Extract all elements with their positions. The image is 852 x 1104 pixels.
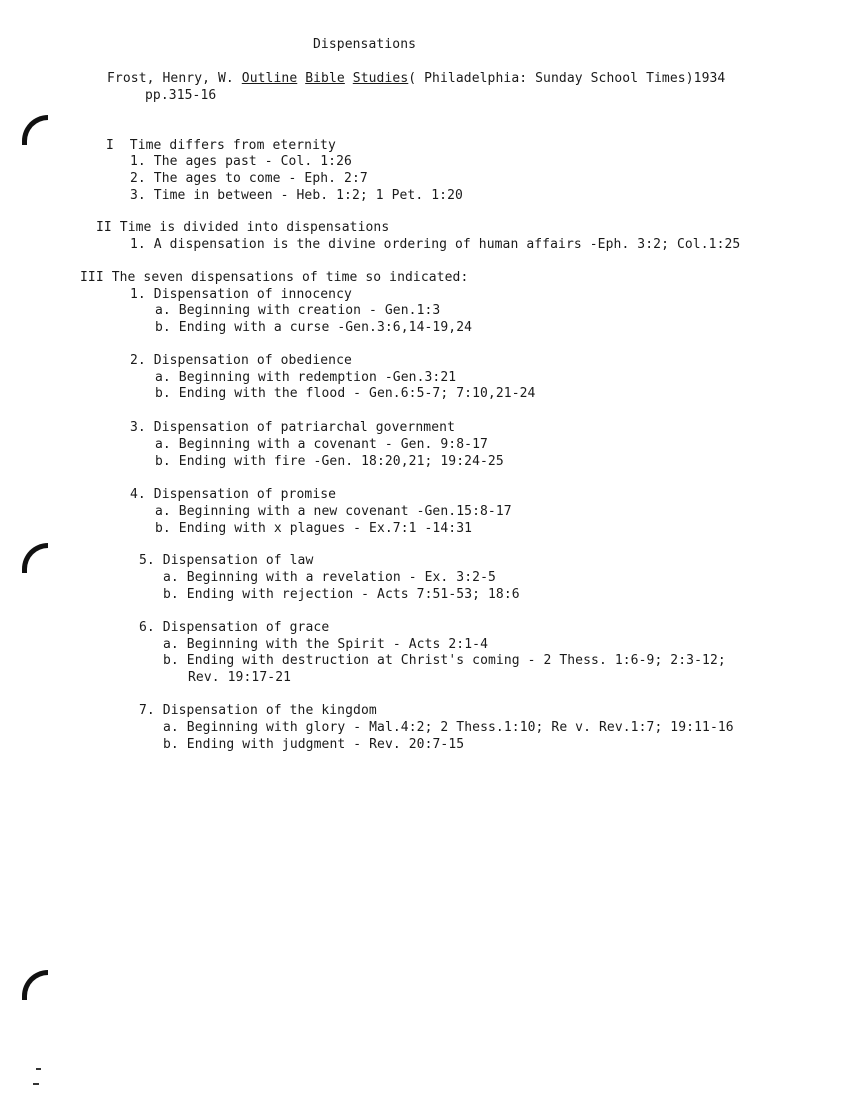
section-heading: II Time is divided into dispensations [96,220,390,235]
dispensation-subitem: a. Beginning with the Spirit - Acts 2:1-4 [163,637,488,652]
section-heading: III The seven dispensations of time so indicated: [80,270,469,285]
dispensation-subitem: b. Ending with judgment - Rev. 20:7-15 [163,737,465,752]
binder-hole-top [22,115,48,145]
dispensation-subitem: b. Ending with rejection - Acts 7:51-53; 18:6 [163,587,520,602]
citation-pages: pp.315-16 [145,88,217,103]
scan-mark [33,1083,39,1085]
binder-hole-bottom [22,970,48,1000]
outline-item: 1. A dispensation is the divine ordering of human affairs -Eph. 3:2; Col.1:25 [130,237,741,252]
dispensation-subitem: a. Beginning with redemption -Gen.3:21 [155,370,457,385]
dispensation-title: 3. Dispensation of patriarchal government [130,420,455,435]
outline-item: 3. Time in between - Heb. 1:2; 1 Pet. 1:20 [130,188,463,203]
page-title: Dispensations [313,37,417,52]
dispensation-subitem: b. Ending with x plagues - Ex.7:1 -14:31 [155,521,473,536]
dispensation-title: 6. Dispensation of grace [139,620,330,635]
dispensation-title: 2. Dispensation of obedience [130,353,352,368]
section-heading: I Time differs from eternity [106,138,336,153]
citation-publisher: ( Philadelphia: Sunday School Times) [408,71,694,86]
dispensation-subitem: b. Ending with the flood - Gen.6:5-7; 7:10,21-24 [155,386,536,401]
dispensation-subitem: a. Beginning with creation - Gen.1:3 [155,303,441,318]
dispensation-subitem: a. Beginning with a new covenant -Gen.15:8-17 [155,504,512,519]
dispensation-subitem-continued: Rev. 19:17-21 [188,670,292,685]
dispensation-title: 4. Dispensation of promise [130,487,337,502]
citation-title-word: Studies [352,71,409,86]
dispensation-subitem: a. Beginning with a revelation - Ex. 3:2-5 [163,570,496,585]
dispensation-subitem: a. Beginning with glory - Mal.4:2; 2 Thess.1:10; Re v. Rev.1:7; 19:11-16 [163,720,734,735]
citation-title-word: Bible [305,71,345,86]
dispensation-title: 1. Dispensation of innocency [130,287,352,302]
dispensation-subitem: a. Beginning with a covenant - Gen. 9:8-17 [155,437,488,452]
citation-line [107,71,725,87]
citation-author: Frost, Henry, W. [107,71,234,86]
scan-mark [36,1068,41,1070]
binder-hole-middle [22,543,48,573]
dispensation-subitem: b. Ending with fire -Gen. 18:20,21; 19:24-25 [155,454,504,469]
dispensation-subitem: b. Ending with destruction at Christ's coming - 2 Thess. 1:6-9; 2:3-12; [163,653,726,668]
outline-item: 1. The ages past - Col. 1:26 [130,154,352,169]
dispensation-title: 5. Dispensation of law [139,553,314,568]
dispensation-subitem: b. Ending with a curse -Gen.3:6,14-19,24 [155,320,473,335]
dispensation-title: 7. Dispensation of the kingdom [139,703,377,718]
outline-item: 2. The ages to come - Eph. 2:7 [130,171,368,186]
citation-year: 1934 [693,71,726,86]
citation-title-word: Outline [241,71,298,86]
